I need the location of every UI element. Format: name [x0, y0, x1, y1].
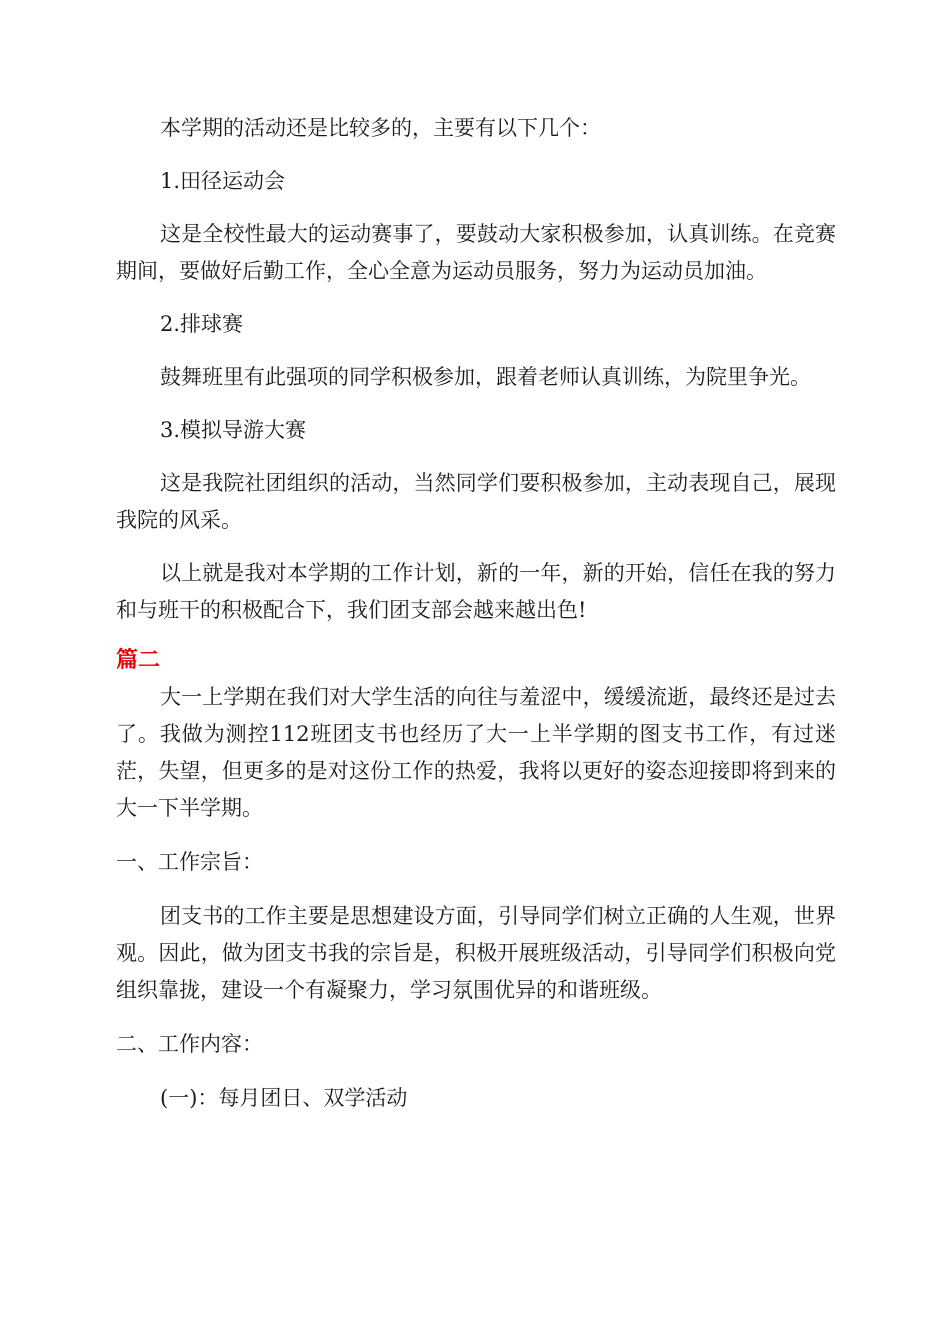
- document-page: [116, 110, 836, 1117]
- purpose-title: 一、工作宗旨：: [116, 850, 263, 874]
- intro-paragraph: 本学期的活动还是比较多的，主要有以下几个：: [160, 116, 601, 140]
- item-2-body: 鼓舞班里有此强项的同学积极参加，跟着老师认真训练，为院里争光。: [160, 365, 811, 389]
- item-1-body: 这是全校性最大的运动赛事了，要鼓动大家积极参加，认真训练。在竞赛期间，要做好后勤工作，全心全意为运动员服务，努力为运动员加油。: [116, 222, 836, 283]
- content-item-1: (一)：每月团日、双学活动: [160, 1086, 408, 1110]
- purpose-body: 团支书的工作主要是思想建设方面，引导同学们树立正确的人生观，世界观。因此，做为团支书我的宗旨是，积极开展班级活动，引导同学们积极向党组织靠拢，建设一个有凝聚力，学习氛围优异的和谐班级。: [116, 904, 836, 1002]
- item-3-title: 3.模拟导游大赛: [160, 418, 307, 442]
- section-2-heading: 篇二: [116, 648, 161, 673]
- item-1-title: 1.田径运动会: [160, 169, 286, 193]
- content-title: 二、工作内容：: [116, 1032, 263, 1056]
- conclusion-paragraph: 以上就是我对本学期的工作计划，新的一年，新的开始，信任在我的努力和与班干的积极配合下，我们团支部会越来越出色!: [116, 561, 836, 622]
- item-3-body: 这是我院社团组织的活动，当然同学们要积极参加，主动表现自己，展现我院的风采。: [116, 471, 836, 532]
- section-2-intro: 大一上学期在我们对大学生活的向往与羞涩中，缓缓流逝，最终还是过去了。我做为测控112班团支书也经历了大一上半学期的图支书工作，有过迷茫，失望，但更多的是对这份工作的热爱，我将以更好的姿态迎接即将到来的大一下半学期。: [116, 685, 836, 820]
- item-2-title: 2.排球赛: [160, 312, 244, 336]
